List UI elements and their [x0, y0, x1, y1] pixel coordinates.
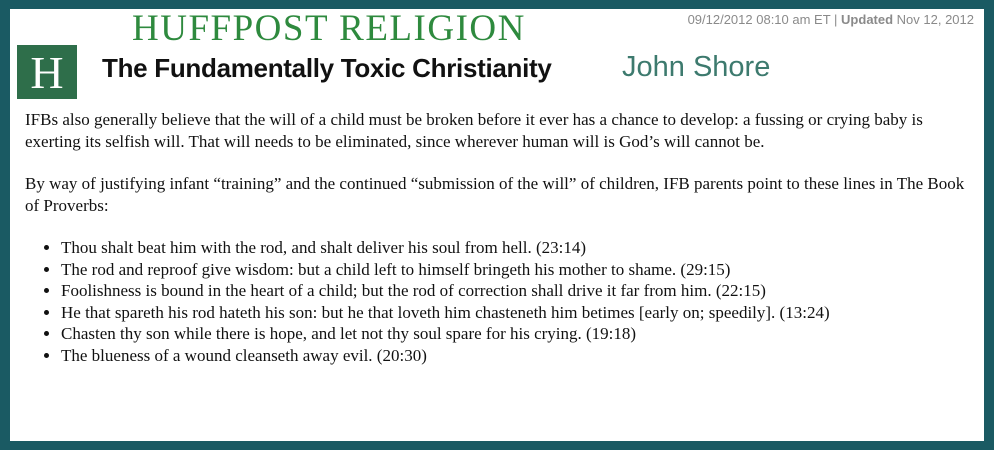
article-body — [25, 109, 970, 366]
verse-item: • He that spareth his rod hateth his son: but he that loveth him chasteneth him betimes [early on; speedily]. (13:24) — [61, 302, 970, 324]
article-headline: The Fundamentally Toxic Christianity — [102, 53, 552, 83]
updated-label: Updated — [841, 12, 894, 27]
verse-list — [25, 237, 970, 366]
updated-date: Nov 12, 2012 — [893, 12, 974, 27]
verse-item: • Foolishness is bound in the heart of a child; but the rod of correction shall drive it far from him. (22:15) — [61, 280, 970, 302]
section-brand: HUFFPOST RELIGION — [132, 8, 526, 49]
dateline — [688, 12, 974, 27]
dateline-separator: | — [830, 12, 842, 27]
verse-item: • The blueness of a wound cleanseth away evil. (20:30) — [61, 345, 970, 367]
huffpost-h-logo — [17, 45, 77, 99]
paragraph-1: IFBs also generally believe that the will of a child must be broken before it ever has a chance to develop: a fussing or crying baby is exerting its selfish will. That will needs to be eliminated, since wherever human will is God’s will cannot be. — [25, 110, 923, 151]
paragraph-2: By way of justifying infant “training” and the continued “submission of the will” of children, IFB parents point to these lines in The Book of Proverbs: — [25, 174, 965, 215]
article-card — [10, 9, 984, 441]
verse-item: • Thou shalt beat him with the rod, and shalt deliver his soul from hell. (23:14) — [61, 237, 970, 259]
author-name: John Shore — [622, 51, 771, 83]
published-date: 09/12/2012 08:10 am ET — [687, 12, 831, 27]
verse-item: • The rod and reproof give wisdom: but a child left to himself bringeth his mother to shame. (29:15) — [61, 259, 970, 281]
verse-item: • Chasten thy son while there is hope, and let not thy soul spare for his crying. (19:18) — [61, 323, 970, 345]
logo-letter: H — [30, 47, 64, 98]
